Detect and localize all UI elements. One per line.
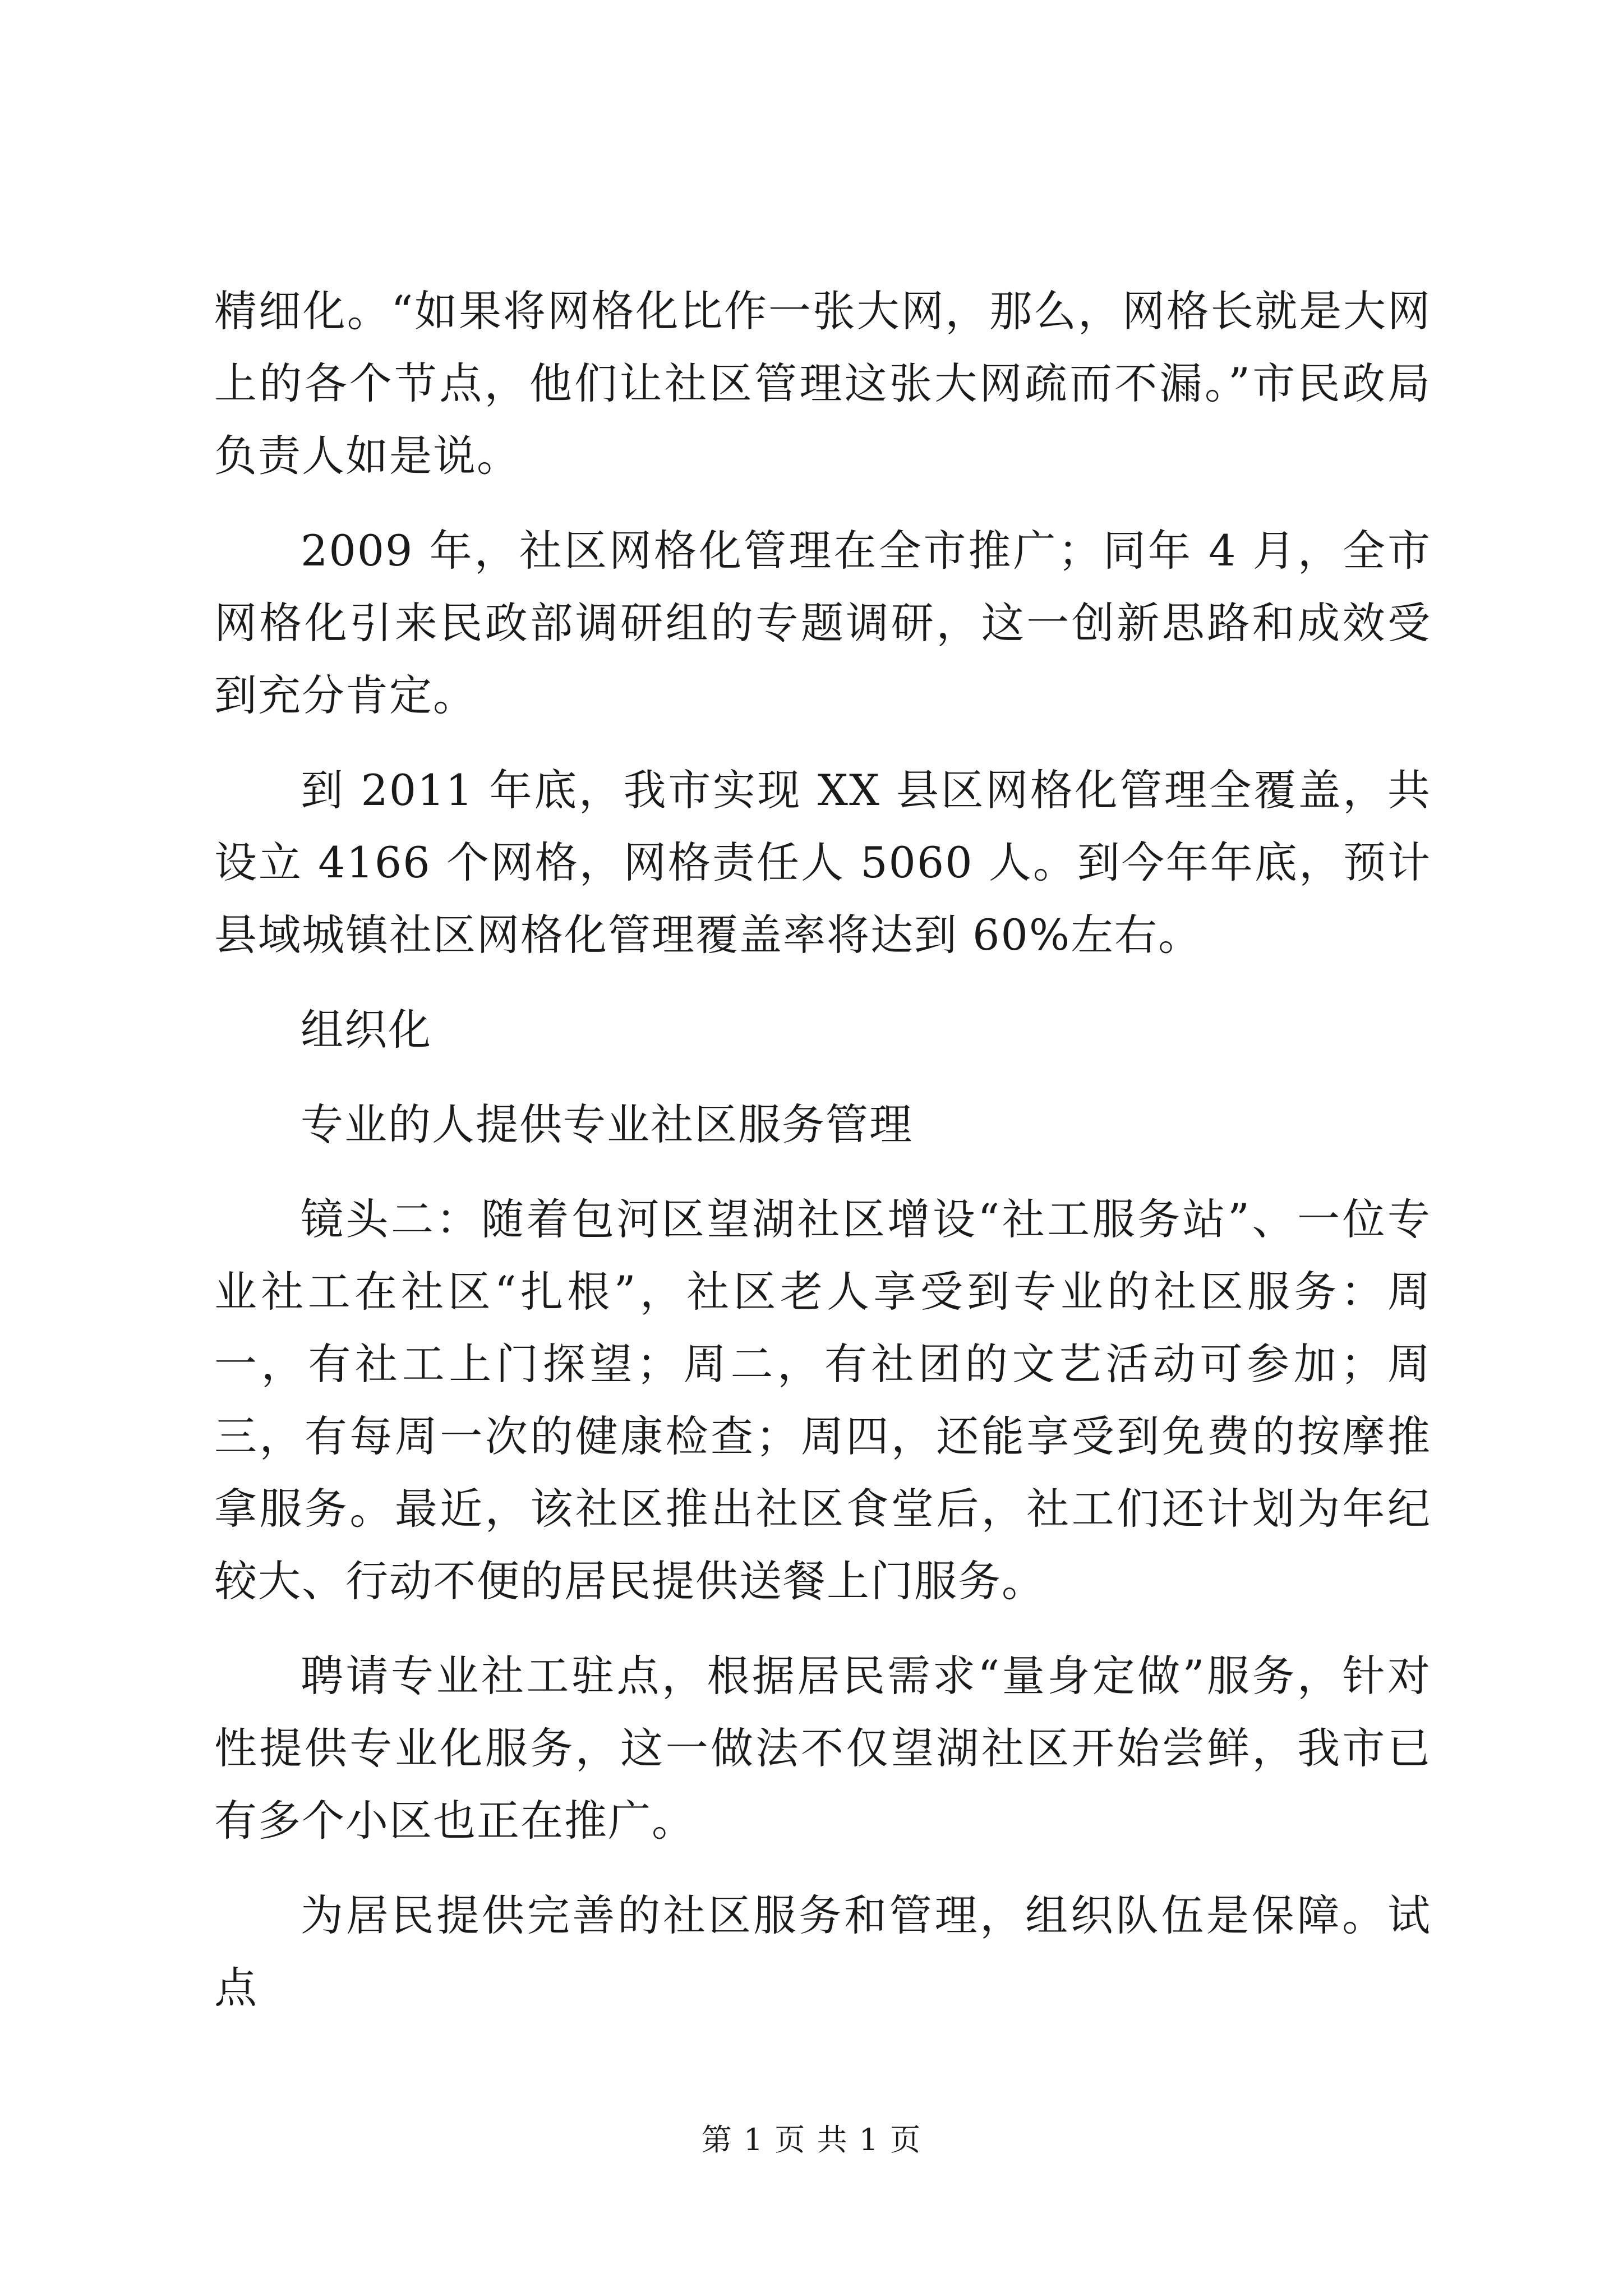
paragraph-6: 镜头二：随着包河区望湖社区增设“社工服务站”、一位专业社工在社区“扎根”，社区老人享受到专业的社区服务：周一，有社工上门探望；周二，有社团的文艺活动可参加；周三，有每周一次的健康检查；周四，还能享受到免费的按摩推拿服务。最近，该社区推出社区食堂后，社工们还计划为年纪较大、行动不便的居民提供送餐上门服务。 — [214, 1194, 1431, 1606]
paragraph-1: 精细化。“如果将网格化比作一张大网，那么，网格长就是大网上的各个节点，他们让社区管理这张大网疏而不漏。”市民政局负责人如是说。 — [214, 286, 1431, 481]
paragraph-7: 聘请专业社工驻点，根据居民需求“量身定做”服务，针对性提供专业化服务，这一做法不仅望湖社区开始尝鲜，我市已有多个小区也正在推广。 — [214, 1651, 1431, 1846]
paragraph-2: 2009 年，社区网格化管理在全市推广；同年 4 月，全市网格化引来民政部调研组的专题调研，这一创新思路和成效受到充分肯定。 — [214, 526, 1431, 720]
page-number-label: 第 1 页 共 1 页 — [701, 2122, 922, 2157]
page-footer — [0, 2120, 1623, 2160]
paragraph-8: 为居民提供完善的社区服务和管理，组织队伍是保障。试点 — [214, 1890, 1431, 2013]
document-body — [214, 275, 1431, 2046]
section-subheading: 专业的人提供专业社区服务管理 — [301, 1099, 913, 1149]
paragraph-3: 到 2011 年底，我市实现 XX 县区网格化管理全覆盖，共设立 4166 个网格，网格责任人 5060 人。到今年年底，预计县域城镇社区网格化管理覆盖率将达到 60%左右。 — [214, 765, 1431, 960]
section-heading: 组织化 — [301, 1005, 432, 1055]
